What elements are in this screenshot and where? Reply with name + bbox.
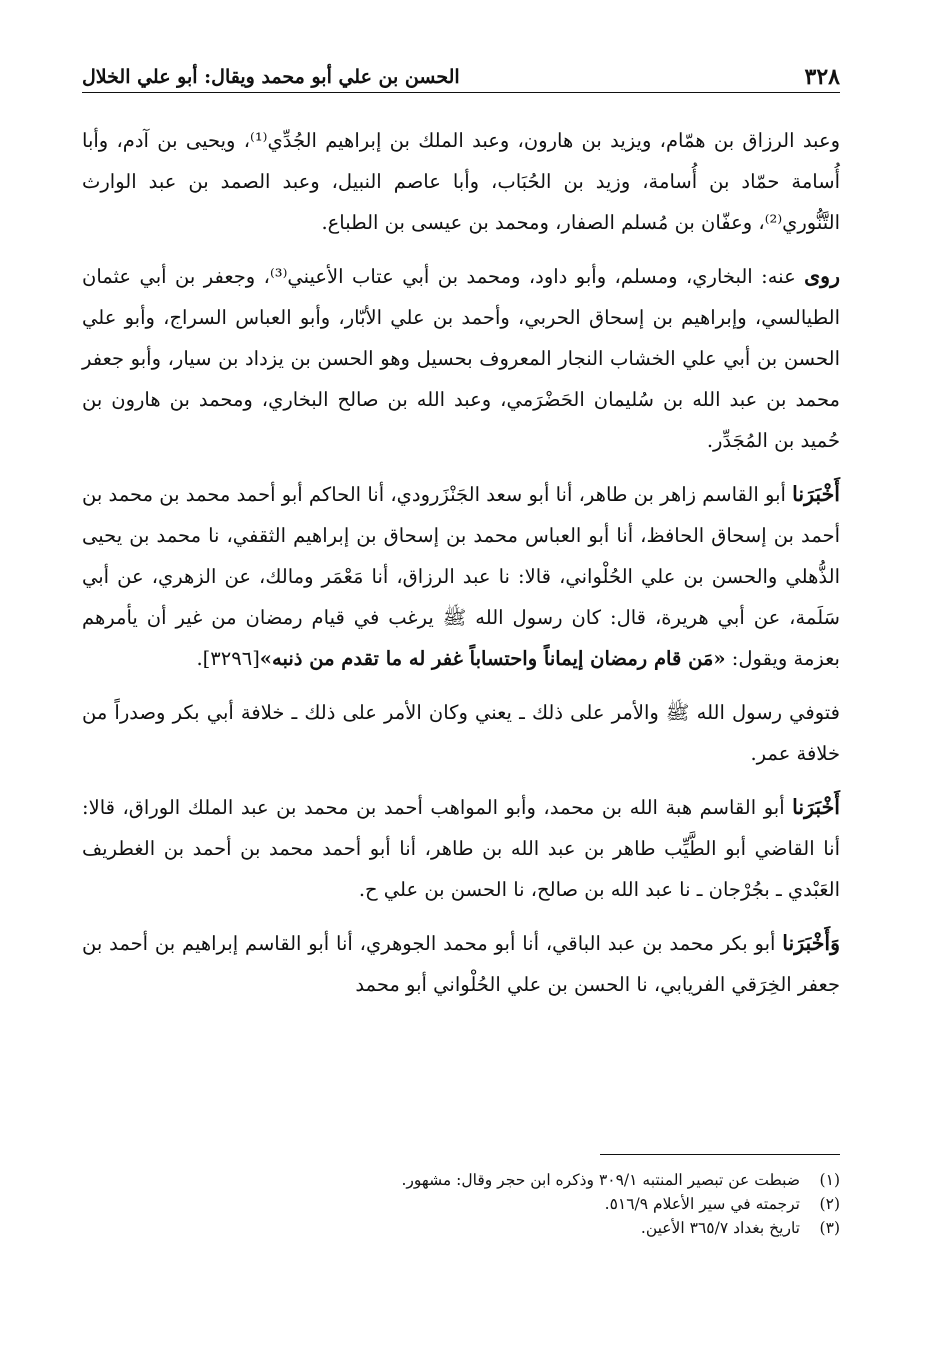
paragraph-lead: روى (804, 264, 840, 288)
paragraph-teachers (82, 120, 840, 243)
paragraph-text: أبو القاسم هبة الله بن محمد، وأبو المواهب أحمد بن محمد بن عبد الملك الوراق، قالا: أنا القاضي أبو الطَّيِّب طاهر بن عبد الله بن طاهر، أنا أبو أحمد محمد بن أحمد بن الغطريف العَبْدي ـ بجُرْجان ـ نا عبد الله بن صالح، نا الحسن بن علي ح. (82, 796, 840, 901)
page-header (82, 58, 840, 93)
paragraph-lead: وَأَخْبَرَنا (782, 931, 840, 955)
paragraph-text: فتوفي رسول الله ﷺ والأمر على ذلك ـ يعني وكان الأمر على ذلك ـ خلافة أبي بكر وصدراً من خلافة عمر. (82, 701, 840, 765)
paragraph-text: أبو القاسم زاهر بن طاهر، أنا أبو سعد الجَنْزَرودي، أنا الحاكم أبو أحمد محمد بن محمد بن أحمد بن إسحاق الحافظ، أنا أبو العباس محمد بن إسحاق بن إبراهيم الثقفي، نا محمد بن يحيى الذُّهلي والحسن بن علي الحُلْواني، قالا: نا عبد الرزاق، أنا مَعْمَر ومالك، عن الزهري، عن أبي سَلَمة، عن أبي هريرة، قال: كان رسول الله ﷺ يرغب في قيام رمضان من غير أن يأمرهم بعزمة ويقول: (82, 483, 840, 670)
paragraph-hadith (82, 474, 840, 679)
footnote (82, 1168, 840, 1192)
paragraph-isnad-2 (82, 923, 840, 1005)
paragraph-lead: أَخْبَرَنا (792, 795, 840, 819)
paragraph-text: أبو بكر محمد بن عبد الباقي، أنا أبو محمد الجوهري، أنا أبو القاسم إبراهيم بن أحمد بن جعفر الخِرَقي الفريابي، نا الحسن بن علي الحُلْواني أبو محمد (82, 932, 840, 996)
footnote-text: ضبطت عن تبصير المنتبه ٣٠٩/١ وذكره ابن حجر وقال: مشهور. (401, 1171, 800, 1189)
footnote (82, 1216, 840, 1240)
footnote-divider (600, 1154, 840, 1155)
footnote-number: (٢) (819, 1195, 840, 1213)
page-number: ٣٢٨ (804, 64, 840, 90)
running-title: الحسن بن علي أبو محمد ويقال: أبو علي الخلال (82, 66, 460, 88)
footnotes (82, 1168, 840, 1240)
paragraph-lead: أَخْبَرَنا (792, 482, 840, 506)
paragraph-note (82, 692, 840, 774)
footnote-number: (٣) (819, 1219, 840, 1237)
paragraph-narrators (82, 256, 840, 461)
hadith-quote: «مَن قام رمضان إيماناً واحتساباً غفر له ما تقدم من ذنبه» (259, 647, 726, 670)
footnote (82, 1192, 840, 1216)
paragraph-text: عنه: البخاري، ومسلم، وأبو داود، ومحمد بن أبي عتاب الأعيني⁽³⁾، وجعفر بن أبي عثمان الطيالسي، وإبراهيم بن إسحاق الحربي، وأحمد بن علي الأبّار، وأبو العباس السراج، وأبو علي الحسن بن أبي علي الخشاب النجار المعروف بحسيل وهو الحسن بن يزداد بن سيار، وأبو جعفر محمد بن عبد الله بن سُليمان الحَضْرَمي، وعبد الله بن صالح البخاري، ومحمد بن هارون بن حُميد بن المُجَدِّر. (82, 265, 841, 452)
footnote-text: ترجمته في سير الأعلام ٥١٦/٩. (604, 1195, 800, 1213)
hadith-number: [٣٢٩٦]. (196, 647, 260, 670)
footnote-text: تاريخ بغداد ٣٦٥/٧ الأعين. (640, 1219, 800, 1237)
paragraph-isnad-1 (82, 787, 840, 910)
footnote-number: (١) (819, 1171, 840, 1189)
main-text (82, 120, 840, 1018)
paragraph-text: وعبد الرزاق بن همّام، ويزيد بن هارون، وعبد الملك بن إبراهيم الجُدِّي⁽¹⁾، ويحيى بن آدم، وأبا أُسامة حمّاد بن أُسامة، وزيد بن الحُبَاب، وأبا عاصم النبيل، وعبد الصمد بن عبد الوارث التَّنُّوري⁽²⁾، وعفّان بن مُسلم الصفار، ومحمد بن عيسى بن الطباع. (82, 129, 840, 234)
